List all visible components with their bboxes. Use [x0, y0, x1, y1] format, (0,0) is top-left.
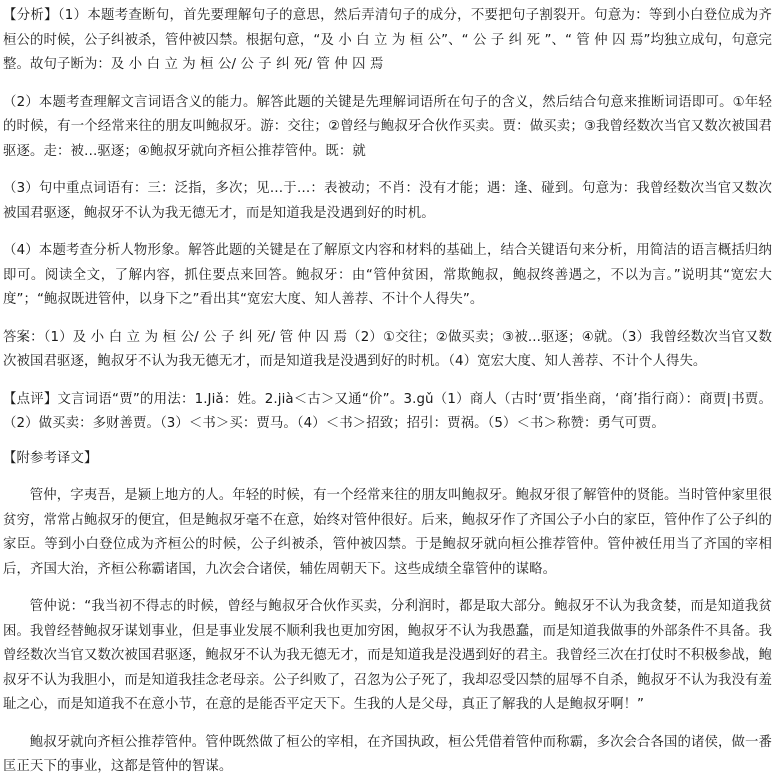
analysis-part-1-text: （1）本题考查断句，首先要理解句子的意思，然后弄清句子的成分，不要把句子割裂开。句意为：等到小白登位成为齐桓公的时候，公子纠被杀，管仲被囚禁。根据句意，“及 小 白 立 为 桓 公”、“ 公 子 纠 死 ”、“ 管 仲 囚 焉”均独立成句，句意完整。故句子断为：及 小 白 立 为 桓 公/ 公 子 纠 死/ 管 仲 囚 焉	[3, 8, 772, 72]
analysis-paragraph-4: （4）本题考查分析人物形象。解答此题的关键是在了解原文内容和材料的基础上，结合关键语句来分析，用简洁的语言概括归纳即可。阅读全文，了解内容，抓住要点来回答。鲍叔牙：由“管仲贫困，常欺鲍叔，鲍叔终善遇之，不以为言。”说明其“宽宏大度”；“鲍叔既进管仲，以身下之”看出其“宽宏大度、知人善荐、不计个人得失”。	[3, 243, 772, 307]
answer-paragraph: 答案：（1）及 小 白 立 为 桓 公/ 公 子 纠 死/ 管 仲 囚 焉（2）①交往；②做买卖；③被...驱逐；④就。（3）我曾经数次当官又数次被国君驱逐，鲍叔牙不认为我无德无才，而是知道我是没遇到好的时机。（4）宽宏大度、知人善荐、不计个人得失。	[3, 329, 772, 369]
translation-paragraph-1: 管仲，字夷吾，是颍上地方的人。年轻的时候，有一个经常来往的朋友叫鲍叔牙。鲍叔牙很了解管仲的贤能。当时管仲家里很贫穷，常常占鲍叔牙的便宜，但是鲍叔牙毫不在意，始终对管仲很好。后来，鲍叔牙作了齐国公子小白的家臣，管仲作了公子纠的家臣。等到小白登位成为齐桓公的时候，公子纠被杀，管仲被囚禁。于是鲍叔牙就向桓公推荐管仲。管仲被任用当了齐国的宰相后，齐国大治，齐桓公称霸诸国，九次会合诸侯，辅佐周朝天下。这些成绩全靠管仲的谋略。	[3, 488, 772, 577]
analysis-paragraph-3: （3）句中重点词语有：三：泛指，多次；见…于…：表被动；不肖：没有才能；遇：逢、碰到。句意为：我曾经数次当官又数次被国君驱逐，鲍叔牙不认为我无德无才，而是知道我是没遇到好的时机。	[3, 181, 772, 221]
comment-paragraph: 【点评】文言词语“贾”的用法：1.Jiǎ：姓。2.jià＜古＞又通“价”。3.gǔ（1）商人（古时‘贾’指坐商，‘商’指行商）：商贾|书贾。（2）做买卖：多财善贾。（3）＜书＞买：贾马。（4）＜书＞招致；招引：贾祸。（5）＜书＞称赞：勇气可贾。	[3, 391, 772, 431]
translation-paragraph-2: 管仲说：“我当初不得志的时候，曾经与鲍叔牙合伙作买卖，分利润时，都是取大部分。鲍叔牙不认为我贪婪，而是知道我贫困。我曾经替鲍叔牙谋划事业，但是事业发展不顺利我也更加穷困，鲍叔牙不认为我愚蠢，而是知道我做事的外部条件不具备。我曾经数次当官又数次被国君驱逐，鲍叔牙不认为我无德无才，而是知道我是没遇到好的君主。我曾经三次在打仗时不积极参战，鲍叔牙不认为我胆小，而是知道我挂念老母亲。公子纠败了，召忽为公子死了，我却忍受囚禁的屈辱不自杀，鲍叔牙不认为我没有羞耻之心，而是知道我不在意小节，在意的是能否平定天下。生我的人是父母，真正了解我的人是鲍叔牙啊！”	[3, 599, 772, 712]
analysis-paragraph-2: （2）本题考查理解文言词语含义的能力。解答此题的关键是先理解词语所在句子的含义，然后结合句意来推断词语即可。①年轻的时候，有一个经常来往的朋友叫鲍叔牙。游：交往；②曾经与鲍叔牙合伙作买卖。贾：做买卖；③我曾经数次当官又数次被国君驱逐。走：被…驱逐；④鲍叔牙就向齐桓公推荐管仲。既：就	[3, 94, 772, 159]
analysis-paragraph-1	[3, 4, 772, 78]
translation-paragraph-3: 鲍叔牙就向齐桓公推荐管仲。管仲既然做了桓公的宰相，在齐国执政，桓公凭借着管仲而称霸，多次会合各国的诸侯，做一番匡正天下的事业，这都是管仲的智谋。	[3, 734, 772, 774]
analysis-tag: 【分析】	[3, 8, 58, 23]
translation-heading: 【附参考译文】	[3, 450, 98, 466]
